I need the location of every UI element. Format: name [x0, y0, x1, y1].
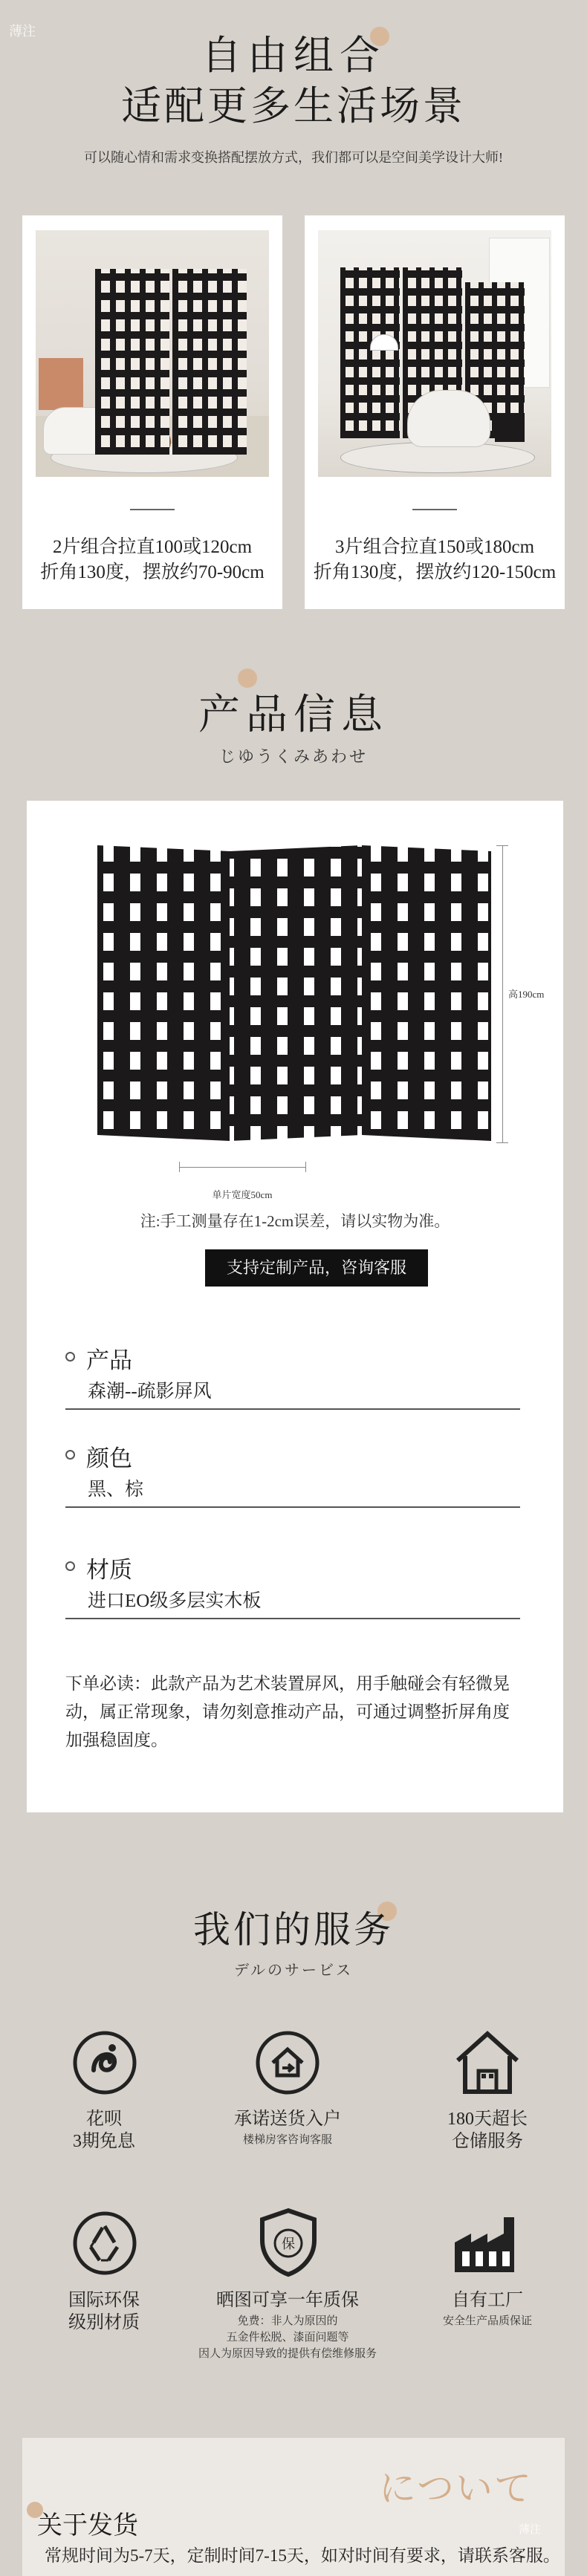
field-bullet — [65, 1561, 75, 1571]
height-dimension-tick-bottom — [496, 1142, 508, 1143]
field-value-color: 黑、棕 — [88, 1480, 144, 1500]
product-info-card — [27, 801, 563, 1812]
folding-screen-illustration — [97, 838, 491, 1150]
card1-caption-line2: 折角130度，摆放约70-90cm — [40, 562, 265, 582]
card-divider — [412, 509, 457, 510]
service-sublabel: 因人为原因导致的提供有偿维修服务 — [198, 2348, 377, 2360]
service-sublabel: 免费：非人为原因的 — [237, 2315, 338, 2327]
card2-caption-line2: 折角130度，摆放约120-150cm — [313, 562, 557, 582]
section3-subtitle: デルのサービス — [234, 1962, 353, 1979]
purchase-notice-line2: 动，属正常现象，请勿刻意推动产品，可通过调整折屏角度 — [65, 1702, 510, 1721]
delivery-home-icon — [254, 2029, 321, 2096]
field-value-product: 森潮--疏影屏风 — [88, 1382, 212, 1402]
section2-subtitle: じゆうくみあわせ — [218, 747, 368, 766]
field-divider — [65, 1506, 520, 1508]
purchase-notice-line1: 下单必读：此款产品为艺术装置屏风，用手触碰会有轻微晃 — [65, 1674, 510, 1693]
room-photo-2-panel — [36, 230, 269, 477]
width-dimension-line — [179, 1167, 305, 1168]
service-label: 承诺送货入户 — [234, 2110, 341, 2129]
watermark-bottom-right: 薄注 — [519, 2523, 542, 2536]
service-sublabel: 安全生产品质保证 — [442, 2315, 532, 2327]
field-divider — [65, 1408, 520, 1410]
service-label: 国际环保 — [68, 2291, 140, 2310]
section1-title-line1: 自由组合 — [201, 33, 386, 78]
huabei-icon — [71, 2029, 138, 2096]
service-label: 花呗 — [86, 2110, 122, 2129]
service-label: 仓储服务 — [452, 2132, 523, 2151]
width-label: 单片宽度50cm — [212, 1189, 273, 1200]
measurement-note: 注:手工测量存在1-2cm误差，请以实物为准。 — [140, 1212, 450, 1230]
field-bullet — [65, 1352, 75, 1362]
width-dimension-line — [305, 1162, 306, 1172]
screen-panel-left — [95, 269, 169, 455]
field-title-color: 颜色 — [86, 1445, 132, 1471]
height-label: 高190cm — [508, 989, 545, 1000]
service-label: 3期免息 — [73, 2132, 135, 2151]
field-title-product: 产品 — [86, 1347, 132, 1373]
section1-title-line2: 适配更多生活场景 — [121, 84, 466, 129]
pouf-chair — [407, 390, 490, 447]
field-value-material: 进口EO级多层实木板 — [88, 1591, 262, 1611]
service-sublabel: 楼梯房客咨询客服 — [242, 2134, 332, 2146]
card2-caption-line1: 3片组合拉直150或180cm — [334, 537, 535, 557]
side-table — [495, 420, 525, 442]
recycle-icon — [71, 2210, 138, 2277]
watermark-top-left: 薄注 — [9, 24, 36, 39]
service-label: 级别材质 — [68, 2313, 140, 2332]
screen-panel-left — [340, 267, 400, 438]
card1-caption-line1: 2片组合拉直100或120cm — [52, 537, 253, 557]
arrangement-card-2-panel — [22, 215, 282, 609]
height-dimension-line — [502, 845, 503, 1142]
wall-art — [39, 358, 83, 410]
service-sublabel: 五金件松脱、漆面问题等 — [226, 2332, 349, 2344]
screen-panel-right — [172, 269, 247, 455]
factory-icon — [450, 2210, 525, 2277]
field-title-material: 材质 — [86, 1557, 132, 1583]
section1-subtitle: 可以随心情和需求变换搭配摆放方式，我们都可以是空间美学设计大师! — [84, 150, 503, 165]
purchase-notice-line3: 加强稳固度。 — [65, 1731, 168, 1749]
field-divider — [65, 1618, 520, 1619]
warranty-shield-icon — [256, 2206, 320, 2277]
shipping-text: 常规时间为5-7天，定制时间7-15天，如对时间有要求，请联系客服。 — [45, 2546, 560, 2565]
svg-text:保: 保 — [282, 2237, 295, 2252]
field-bullet — [65, 1450, 75, 1460]
section2-title: 产品信息 — [198, 692, 389, 738]
height-dimension-tick-top — [496, 845, 508, 846]
folding-screen-diagram — [97, 838, 491, 1150]
warehouse-icon — [452, 2028, 523, 2096]
room-photo-3-panel — [318, 230, 551, 477]
custom-order-button[interactable]: 支持定制产品，咨询客服 — [205, 1249, 428, 1287]
service-label: 晒图可享一年质保 — [216, 2291, 359, 2310]
shipping-jp-title: について — [379, 2468, 533, 2509]
service-label: 自有工厂 — [452, 2291, 523, 2310]
section3-title: 我们的服务 — [193, 1909, 394, 1951]
arrangement-card-3-panel — [305, 215, 565, 609]
card-divider — [130, 509, 175, 510]
service-label: 180天超长 — [447, 2110, 528, 2129]
shipping-title: 关于发货 — [37, 2512, 138, 2540]
shipping-info-panel — [22, 2438, 565, 2576]
